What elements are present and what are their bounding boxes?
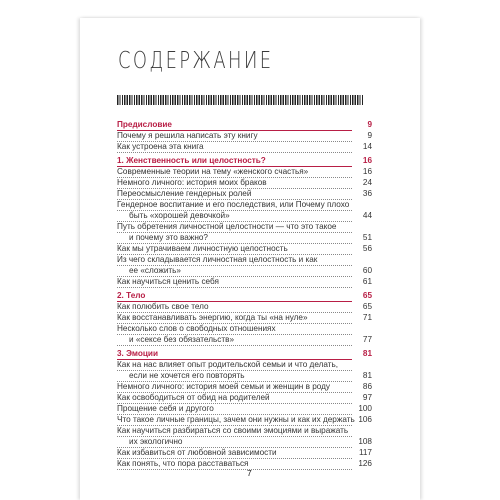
toc-entry-title: быть «хорошей девочкой»: [129, 211, 230, 220]
toc-entry: [117, 436, 379, 447]
toc-entry-title: ее «сложить»: [129, 266, 181, 275]
toc-entry: [117, 130, 379, 141]
toc-entry: [117, 312, 379, 323]
toc-entry: [117, 265, 379, 276]
toc-entry-page: 9: [367, 131, 372, 140]
toc-entry: [117, 199, 379, 210]
toc-entry: [117, 276, 379, 287]
page-number: 7: [247, 468, 252, 478]
toc-entry-title: Предисловие: [117, 120, 172, 129]
toc-entry: [117, 425, 379, 436]
toc-entry-title: Как восстанавливать энергию, когда ты «на нуле»: [117, 313, 308, 322]
toc-entry-title: и почему это важно?: [129, 233, 208, 242]
toc-entry-title: Как полюбить свое тело: [117, 302, 209, 311]
toc-entry-title: Почему я решила написать эту книгу: [117, 131, 258, 140]
toc-entry-title: если не хочется его повторять: [129, 371, 245, 380]
toc-entry-title: Как мы утрачиваем личностную целостность: [117, 244, 288, 253]
page-title: СОДЕРЖАНИЕ: [118, 48, 274, 74]
toc-entry: [117, 447, 379, 458]
toc-entry-page: 126: [358, 459, 372, 468]
toc-entry-title: Как избавиться от любовной зависимости: [117, 448, 277, 457]
toc-entry: [117, 141, 379, 152]
toc-entry-page: 24: [362, 178, 372, 187]
toc-entry-title: Переосмысление гендерных ролей: [117, 189, 252, 198]
toc-entry-page: 117: [358, 448, 372, 457]
toc-entry-title: Несколько слов о свободных отношениях: [117, 324, 276, 333]
title-underline: [117, 95, 364, 105]
toc-entry-page: 9: [367, 120, 372, 129]
toc-entry-page: 81: [362, 371, 372, 380]
toc-entry: [117, 221, 379, 232]
toc-entry-page: 16: [362, 156, 372, 165]
toc-entry: [117, 243, 379, 254]
toc-entry-page: 56: [362, 244, 372, 253]
toc-entry-title: Как научиться ценить себя: [117, 277, 219, 286]
toc-entry-title: Прощение себя и другого: [117, 404, 214, 413]
toc-entry: [117, 381, 379, 392]
toc-entry-page: 81: [362, 349, 372, 358]
toc-entry-page: 77: [362, 335, 372, 344]
toc-entry: [117, 370, 379, 381]
toc-entry: [117, 392, 379, 403]
toc-section-heading: [117, 348, 379, 359]
toc-entry-page: 51: [362, 233, 372, 242]
toc-section-heading: [117, 119, 379, 130]
toc-entry: [117, 301, 379, 312]
toc-entry: [117, 359, 379, 370]
dotted-separator: [117, 345, 352, 346]
toc-entry-title: Из чего складывается личностная целостность и как: [117, 255, 318, 264]
toc-entry-page: 71: [362, 313, 372, 322]
toc-entry-page: 36: [362, 189, 372, 198]
toc-entry: [117, 232, 379, 243]
toc-entry-page: 44: [362, 211, 372, 220]
toc-entry: [117, 166, 379, 177]
toc-entry-page: 65: [362, 302, 372, 311]
toc-section-heading: [117, 155, 379, 166]
toc-entry-page: 60: [362, 266, 372, 275]
toc-entry-title: Что такое личные границы, зачем они нужны и как их держать: [117, 415, 355, 424]
toc-entry-page: 61: [362, 277, 372, 286]
toc-entry-title: их экологично: [129, 437, 183, 446]
toc-entry-page: 97: [362, 393, 372, 402]
toc-entry-page: 65: [362, 291, 372, 300]
toc-entry: [117, 254, 379, 265]
toc-entry-title: Как устроена эта книга: [117, 142, 204, 151]
toc-entry-page: 16: [362, 167, 372, 176]
toc-entry-page: 106: [358, 415, 372, 424]
toc-entry-title: Немного личного: история моих браков: [117, 178, 267, 187]
toc-entry-page: 14: [362, 142, 372, 151]
toc-entry: [117, 177, 379, 188]
toc-entry-title: Немного личного: история моей семьи и женщин в роду: [117, 382, 331, 391]
toc-entry-title: 3. Эмоции: [117, 349, 158, 358]
toc-entry-title: Как научиться разбираться со своими эмоциями и выражать: [117, 426, 349, 435]
toc-entry-page: 100: [358, 404, 372, 413]
toc-entry-title: и «сексе без обязательств»: [129, 335, 234, 344]
toc-entry-page: 86: [362, 382, 372, 391]
toc-entry: [117, 323, 379, 334]
toc-entry: [117, 334, 379, 345]
dotted-separator: [117, 287, 352, 288]
toc-entry: [117, 414, 379, 425]
toc-entry-page: 108: [358, 437, 372, 446]
toc-entry-title: Путь обретения личностной целостности — что это такое: [117, 222, 337, 231]
toc-entry-title: 2. Тело: [117, 291, 146, 300]
dotted-separator: [117, 469, 352, 470]
toc-entry-title: Как на нас влияет опыт родительской семьи и что делать,: [117, 360, 339, 369]
toc-entry: [117, 403, 379, 414]
toc-entry-title: Гендерное воспитание и его последствия, или Почему плохо: [117, 200, 350, 209]
toc-entry-title: 1. Женственность или целостность?: [117, 156, 266, 165]
toc-entry: [117, 188, 379, 199]
toc-entry: [117, 210, 379, 221]
toc-entry-title: Как освободиться от обид на родителей: [117, 393, 270, 402]
toc-entry-title: Современные теории на тему «женского счастья»: [117, 167, 309, 176]
toc-section-heading: [117, 290, 379, 301]
dotted-separator: [117, 152, 352, 153]
toc-entry-title: Как понять, что пора расставаться: [117, 459, 249, 468]
